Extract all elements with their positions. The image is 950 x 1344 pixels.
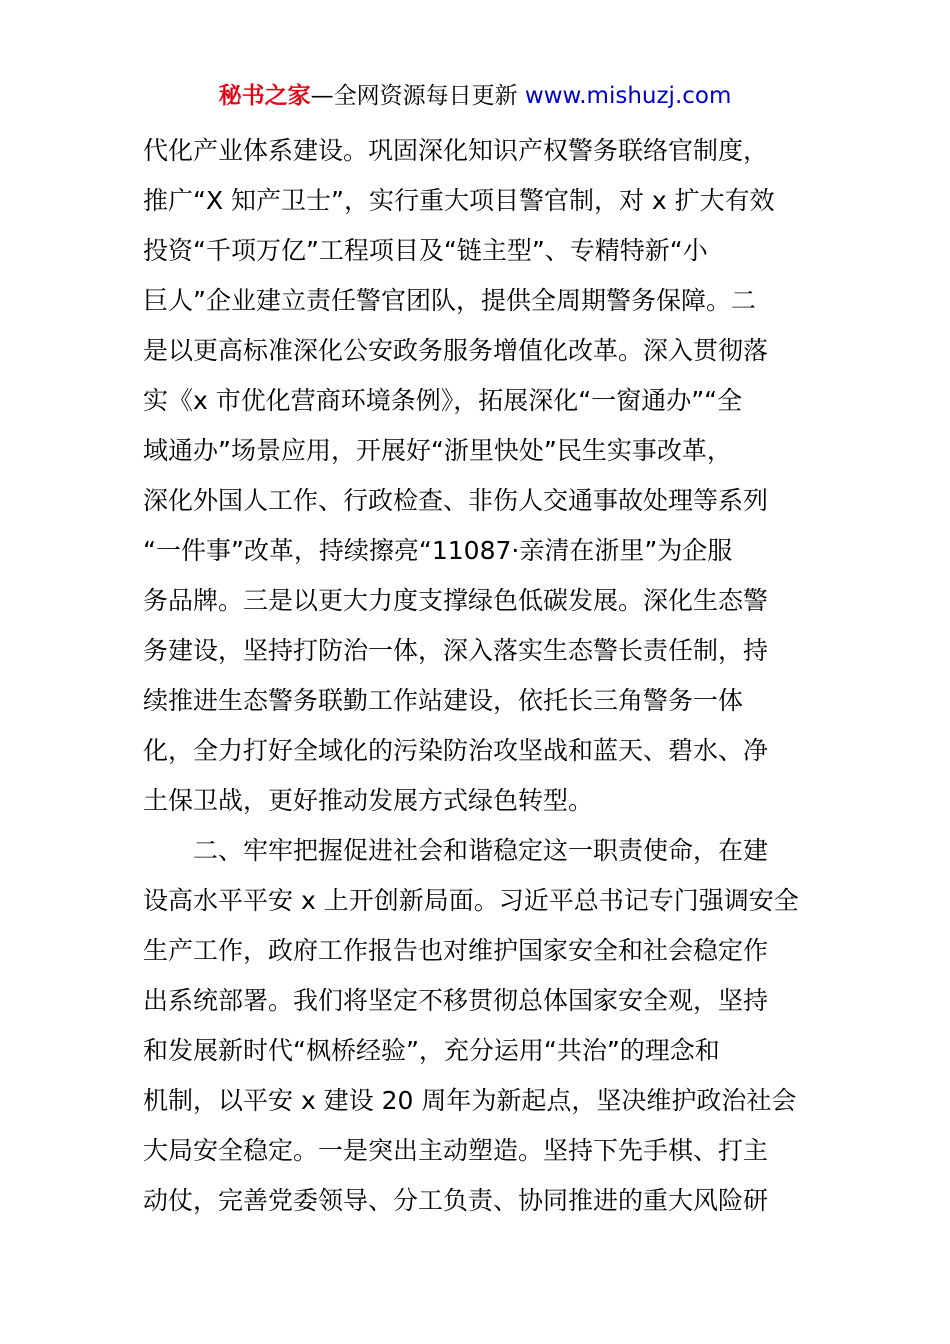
text-line: 续推进生态警务联勤工作站建设，依托长三角警务一体: [143, 686, 744, 715]
document-body: [143, 126, 807, 1226]
text-line: “一件事”改革，持续擦亮“11087·亲清在浙里”为企服: [143, 536, 733, 565]
paragraph-1: [143, 126, 807, 826]
paragraph-2: [143, 826, 807, 1226]
brand-name: 秘书之家: [218, 83, 311, 109]
text-line: 出系统部署。我们将坚定不移贯彻总体国家安全观，坚持: [143, 986, 769, 1015]
text-line: 投资“千项万亿”工程项目及“链主型”、专精特新“小: [143, 236, 708, 265]
text-line: 代化产业体系建设。巩固深化知识产权警务联络官制度，: [143, 136, 769, 165]
text-line: 大局安全稳定。一是突出主动塑造。坚持下先手棋、打主: [143, 1136, 769, 1165]
text-line: 二、牢牢把握促进社会和谐稳定这一职责使命，在建: [193, 836, 769, 865]
text-line: 土保卫战，更好推动发展方式绿色转型。: [143, 786, 594, 815]
text-line: 设高水平平安 x 上开创新局面。习近平总书记专门强调安全: [143, 886, 799, 915]
text-line: 生产工作，政府工作报告也对维护国家安全和社会稳定作: [143, 936, 769, 965]
text-line: 务建设，坚持打防治一体，深入落实生态警长责任制，持: [143, 636, 769, 665]
text-line: 和发展新时代“枫桥经验”，充分运用“共治”的理念和: [143, 1036, 720, 1065]
text-line: 动仗，完善党委领导、分工负责、协同推进的重大风险研: [143, 1186, 769, 1215]
text-line: 机制，以平安 x 建设 20 周年为新起点，坚决维护政治社会: [143, 1086, 797, 1115]
text-line: 是以更高标准深化公安政务服务增值化改革。深入贯彻落: [143, 336, 769, 365]
text-line: 务品牌。三是以更大力度支撑绿色低碳发展。深化生态警: [143, 586, 769, 615]
text-line: 域通办”场景应用，开展好“浙里快处”民生实事改革，: [143, 436, 732, 465]
text-line: 化，全力打好全域化的污染防治攻坚战和蓝天、碧水、净: [143, 736, 769, 765]
site-url[interactable]: www.mishuzj.com: [524, 83, 732, 109]
text-line: 深化外国人工作、行政检查、非伤人交通事故处理等系列: [143, 486, 769, 515]
text-line: 实《x 市优化营商环境条例》，拓展深化“一窗通办”“全: [143, 386, 743, 415]
page-header: [0, 78, 950, 114]
text-line: 巨人”企业建立责任警官团队，提供全周期警务保障。二: [143, 286, 756, 315]
text-line: 推广“X 知产卫士”，实行重大项目警官制，对 x 扩大有效: [143, 186, 775, 215]
header-tagline: —全网资源每日更新: [310, 83, 525, 109]
